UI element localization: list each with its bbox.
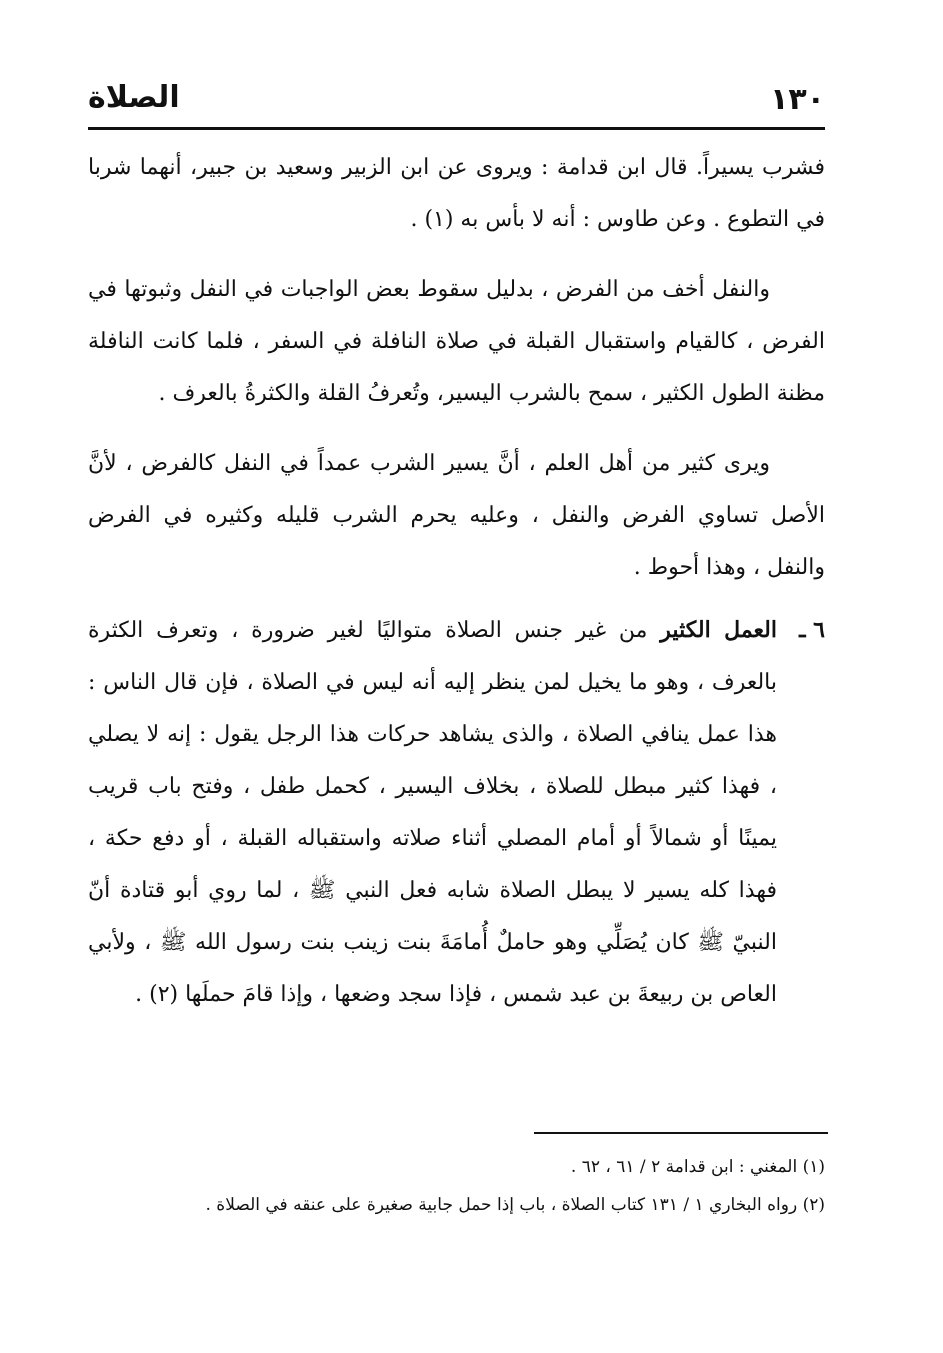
- running-title: الصلاة: [88, 80, 180, 115]
- item-text: من غير جنس الصلاة متواليًا لغير ضرورة ، وتعرف الكثرة بالعرف ، وهو ما يخيل لمن ينظر إليه أنه ليس في الصلاة ، فإن قال الناس : هذا عمل ينافي الصلاة ، والذى يشاهد حركات هذا الرجل يقول : إنه لا يصلي ، فهذا كثير مبطل للصلاة ، بخلاف اليسير ، كحمل طفل ، وفتح باب قريب يمينًا أو شمالاً أو أمام المصلي أثناء صلاته واستقباله القبلة ، أو دفع حكة ، فهذا كله يسير لا يبطل الصلاة شابه فعل النبي ﷺ ، لما روي أبو قتادة أنّ النبيّ ﷺ كان يُصَلِّي وهو حاملٌ أُمامَةَ بنت زينب بنت رسول الله ﷺ ، ولأبي العاص بن ربيعةَ بن عبد شمس ، فإذا سجد وضعها ، وإذا قامَ حملَها (٢) .: [88, 618, 777, 1007]
- footnote-2: (٢) رواه البخاري ١ / ١٣١ كتاب الصلاة ، باب إذا حمل جابية صغيرة على عنقه في الصلاة .: [205, 1195, 825, 1215]
- item-lead-term: العمل الكثير: [660, 617, 777, 643]
- page-header: [88, 78, 825, 124]
- item-number: ٦ ـ: [799, 617, 825, 643]
- footnote-rule: [534, 1132, 828, 1134]
- paragraph-scholars-view: ويرى كثير من أهل العلم ، أنَّ يسير الشرب عمداً في النفل كالفرض ، لأنَّ الأصل تساوي الفرض والنفل ، وعليه يحرم الشرب قليله وكثيره في الفرض والنفل ، وهذا أحوط .: [88, 451, 825, 580]
- numbered-item-6: [88, 604, 825, 1021]
- footnotes: [88, 1148, 825, 1224]
- page-number: ١٣٠: [770, 82, 825, 117]
- footnote-1: (١) المغني : ابن قدامة ٢ / ٦١ ، ٦٢ .: [570, 1157, 825, 1177]
- item-body: [88, 604, 777, 1021]
- header-rule: [88, 127, 825, 130]
- paragraph-continuation: فشرب يسيراً. قال ابن قدامة : ويروى عن ابن الزبير وسعيد بن جبير، أنهما شربا في التطوع . وعن طاوس : أنه لا بأس به (١) .: [88, 155, 825, 232]
- paragraph-nafl: والنفل أخف من الفرض ، بدليل سقوط بعض الواجبات في النفل وثبوتها في الفرض ، كالقيام واستقبال القبلة في صلاة النافلة في السفر ، فلما كانت النافلة مظنة الطول الكثير ، سمح بالشرب اليسير، وتُعرفُ القلة والكثرةُ بالعرف .: [88, 277, 825, 406]
- main-text: [88, 142, 825, 1021]
